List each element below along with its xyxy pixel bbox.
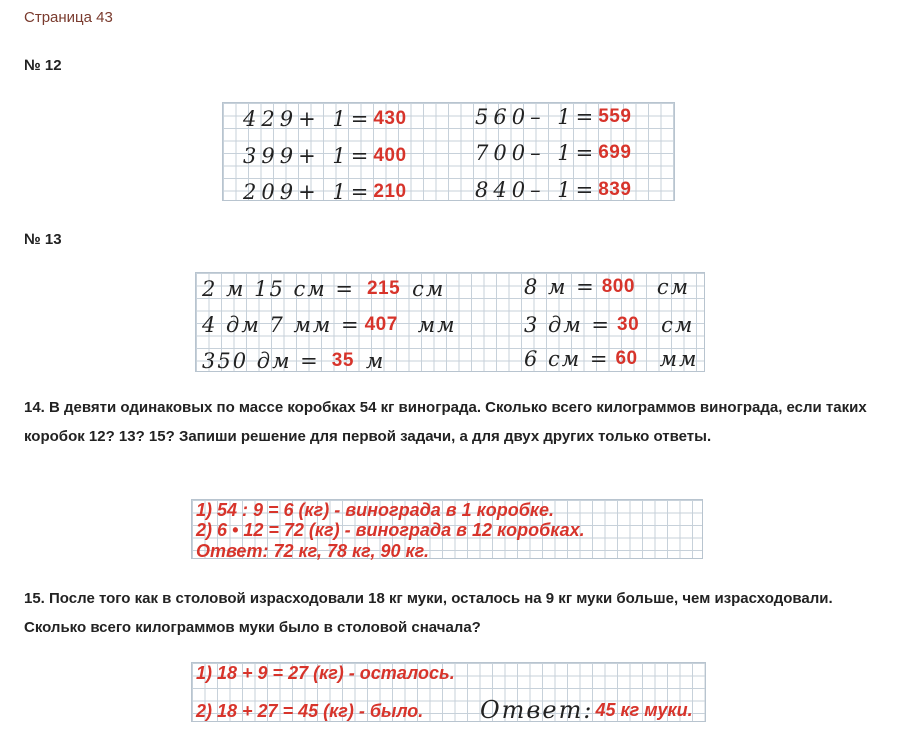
exercise-13-heading: № 13 [24,231,62,248]
ex13-row-3-right-answer: 60 [615,348,638,369]
ex13-row-3-right-expression: 6 см = [524,347,610,371]
ex12-row-3-right-expression: 840– 1= [475,177,599,202]
ex15-solution-line-2: 2) 18 + 27 = 45 (кг) - было. [196,701,424,721]
ex12-row-2-left [243,142,407,169]
ex12-row-3-right [475,176,631,203]
ex12-row-3-left [243,178,407,205]
ex13-row-1-left [202,275,445,303]
ex15-answer-word: Ответ: [480,696,594,724]
ex13-row-3-right [524,345,698,373]
ex12-row-1-left-expression: 429+ 1= [243,106,374,131]
exercise-14-text: 14. В девяти одинаковых по массе коробках 54 кг винограда. Сколько всего килограммов винограда, если таких коробок 12? 13? 15? Запиши решение для первой задачи, а для двух других только ответы. [24,399,867,445]
ex13-row-3-left-expression: 350 дм = [202,349,320,373]
exercise-15-grid [191,662,706,722]
exercise-12-heading: № 12 [24,57,62,74]
exercise-14-grid [191,499,703,559]
ex13-row-1-right [524,273,690,301]
ex12-row-1-right [475,103,631,130]
ex12-row-1-left-answer: 430 [373,107,407,129]
ex13-row-1-left-answer: 215 [366,278,401,299]
exercise-12-grid [222,102,675,204]
ex14-answer-line: Ответ: 72 кг, 78 кг, 90 кг. [196,541,429,561]
ex15-answer-value: 45 кг муки. [595,699,693,720]
exercise-13-grid [195,272,705,372]
ex14-solution-line-2: 2) 6 • 12 = 72 (кг) - винограда в 12 коробках. [196,520,585,540]
ex12-row-2-right-answer: 699 [598,141,632,163]
ex13-row-3-left-unit: м [365,349,386,373]
ex12-row-3-left-answer: 210 [373,180,407,202]
ex13-row-1-right-expression: 8 м = [524,275,596,299]
ex12-row-1-right-answer: 559 [598,105,632,127]
ex13-row-2-right-unit: см [661,313,695,337]
ex13-row-3-left-answer: 35 [331,350,354,371]
ex12-row-3-left-expression: 209+ 1= [243,179,374,204]
ex13-row-3-left [202,347,385,375]
page-title: Страница 43 [24,9,113,26]
ex12-row-2-left-expression: 399+ 1= [243,143,374,168]
ex13-row-2-right-expression: 3 дм = [524,313,612,337]
ex13-row-2-left [202,311,457,339]
ex14-solution-line-1: 1) 54 : 9 = 6 (кг) - винограда в 1 коробке. [196,500,555,520]
ex13-row-1-left-unit: см [412,277,446,301]
ex12-row-3-right-answer: 839 [598,178,632,200]
ex13-row-2-left-unit: мм [417,313,457,337]
ex13-row-3-right-unit: мм [659,347,699,371]
ex13-row-1-right-answer: 800 [601,276,635,297]
exercise-15-text: 15. После того как в столовой израсходовали 18 кг муки, осталось на 9 кг муки больше, чем израсходовали. Сколько всего килограммов муки было в столовой сначала? [24,590,833,636]
ex13-row-1-left-expression: 2 м 15 см = [202,277,355,301]
ex12-row-1-left [243,105,407,132]
ex12-row-2-left-answer: 400 [373,144,407,166]
ex15-solution-line-1: 1) 18 + 9 = 27 (кг) - осталось. [196,663,455,683]
ex13-row-2-right-answer: 30 [617,314,640,335]
ex13-row-1-right-unit: см [656,275,691,299]
ex15-answer [480,695,693,725]
ex12-row-1-right-expression: 560– 1= [475,104,599,129]
ex13-row-2-left-answer: 407 [364,314,398,335]
ex12-row-2-right-expression: 700– 1= [475,140,599,165]
ex13-row-2-right [524,311,694,339]
ex13-row-2-left-expression: 4 дм 7 мм = [202,313,361,337]
ex12-row-2-right [475,139,631,166]
